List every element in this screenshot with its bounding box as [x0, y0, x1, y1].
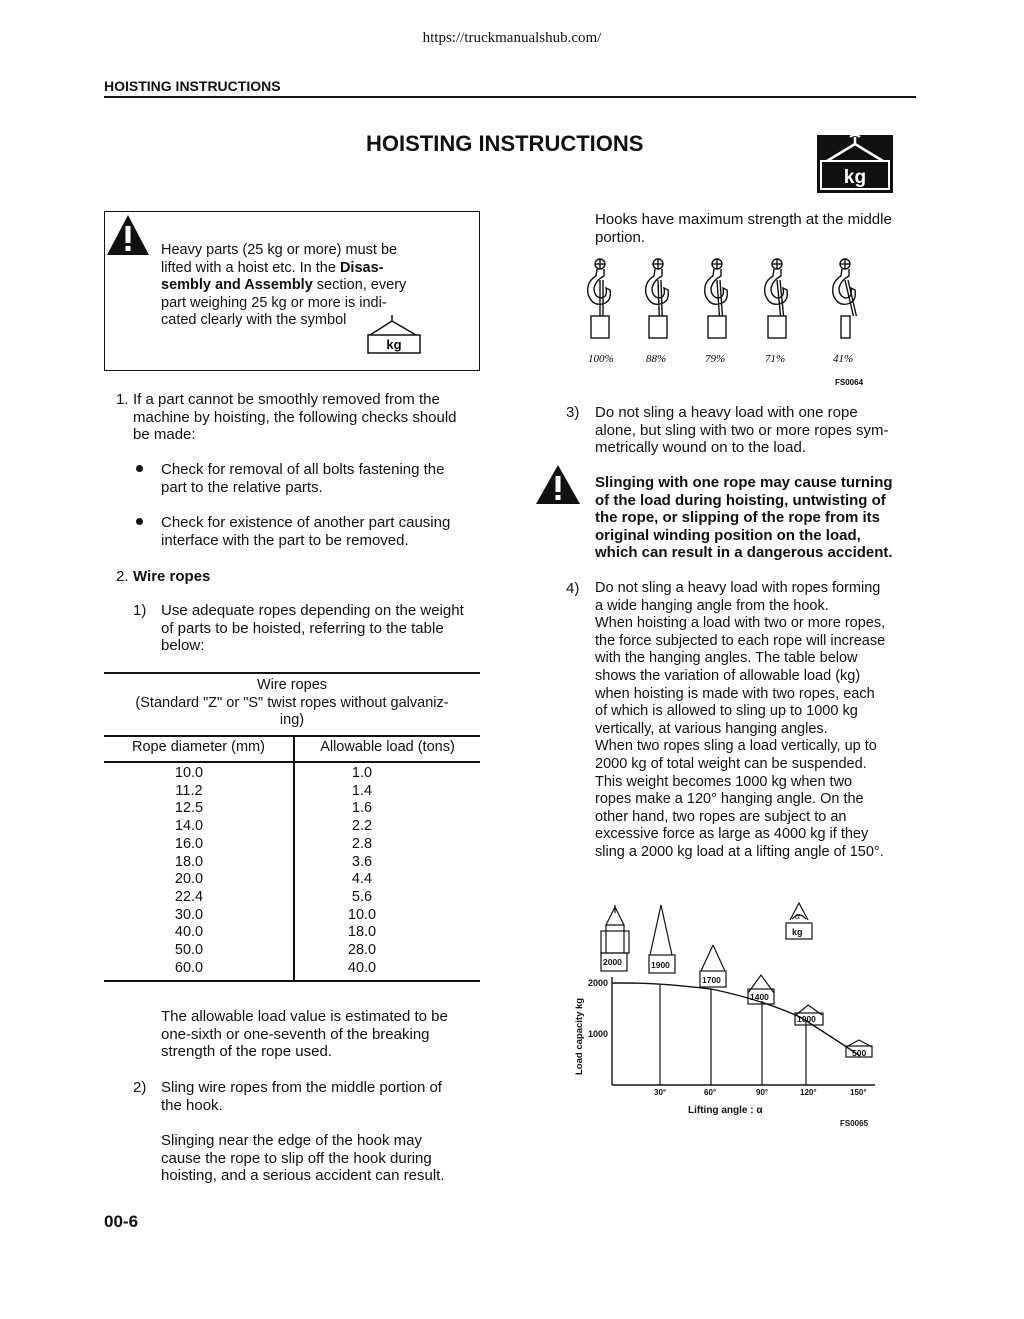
item-4-number: 4)	[566, 580, 580, 597]
hooks-text: Hooks have maximum strength at the middle portion.	[595, 211, 892, 246]
allowable-load-cell: 18.0	[347, 924, 377, 941]
rope-diameter-cell: 18.0	[174, 853, 204, 870]
allowable-load-cell: 1.4	[351, 782, 373, 799]
symbol-label: kg	[386, 337, 402, 352]
text-line: This weight becomes 1000 kg when two	[595, 773, 853, 790]
allowable-load-cell: 28.0	[347, 942, 377, 959]
table-row	[104, 783, 450, 801]
text-line: vertically, at various hanging angles.	[595, 720, 828, 737]
table-row	[104, 854, 450, 872]
load-label: 1000	[797, 1014, 816, 1024]
text-line: the force subjected to each rope will increase	[595, 632, 886, 649]
rope-diameter-cell: 40.0	[174, 924, 204, 941]
hoist-kg-icon	[817, 135, 893, 193]
text-line: When two ropes sling a load vertically, up to	[595, 738, 877, 755]
text-line: When hoisting a load with two or more ropes,	[595, 615, 886, 632]
bullet-item: Check for existence of another part causing interface with the part to be removed.	[161, 514, 451, 549]
bullet-dot	[136, 465, 143, 472]
allowable-load-cell: 10.0	[347, 906, 377, 923]
hoist-kg-symbol-icon	[364, 313, 422, 355]
hook-percent-label: 88%	[646, 353, 667, 365]
x-tick-label: 60°	[704, 1088, 717, 1097]
text-line: when hoisting is made with two ropes, each	[595, 685, 875, 702]
load-label: 1900	[651, 960, 670, 970]
allowable-load-cell: 4.4	[351, 871, 373, 888]
table-row	[104, 818, 450, 836]
table-row	[104, 942, 450, 960]
text-line: of which is allowed to sling up to 1000 kg	[595, 703, 858, 720]
figure-code: FS0065	[840, 1119, 869, 1128]
table-top-rule	[104, 672, 480, 674]
warning-3-text: Slinging with one rope may cause turning of the load during hoisting, untwisting of the rope, or slipping of the rope from its original winding position on the load, which can result in a dangerous accident.	[595, 474, 893, 562]
text-line: a wide hanging angle from the hook.	[595, 597, 829, 614]
x-tick-label: 30°	[654, 1088, 667, 1097]
item-2-number: 2.	[116, 568, 129, 585]
sub-2-number: 2)	[133, 1079, 147, 1096]
allowable-load-cell: 3.6	[351, 853, 373, 870]
table-row	[104, 889, 450, 907]
title-icon-label: kg	[843, 167, 867, 188]
hook-icon	[646, 259, 669, 338]
rope-diameter-cell: 12.5	[174, 800, 204, 817]
page-number: 00-6	[104, 1212, 139, 1231]
load-label: 500	[852, 1048, 867, 1058]
source-url: https://truckmanualshub.com/	[422, 30, 602, 46]
load-label: 1400	[750, 992, 769, 1002]
x-tick-label: 150°	[850, 1088, 867, 1097]
x-tick-label: 90°	[756, 1088, 769, 1097]
load-label: 1700	[702, 975, 721, 985]
table-header-diameter: Rope diameter (mm)	[132, 739, 265, 755]
table-row	[104, 907, 450, 925]
item-3-number: 3)	[566, 404, 580, 421]
sub-2-text: Sling wire ropes from the middle portion of the hook.	[161, 1079, 442, 1114]
allowable-load-cell: 40.0	[347, 959, 377, 976]
warning-triangle-icon	[534, 464, 582, 506]
text-line: sling a 2000 kg load at a lifting angle of 150°.	[595, 843, 884, 860]
sub-1-number: 1)	[133, 602, 147, 619]
kg-label: kg	[792, 927, 803, 937]
hook-icon	[833, 259, 857, 338]
hook-icon	[705, 259, 728, 338]
table-bottom-rule	[104, 980, 480, 982]
rope-diameter-cell: 50.0	[174, 942, 204, 959]
section-header: HOISTING INSTRUCTIONS	[104, 78, 281, 94]
rope-table	[104, 765, 450, 977]
hook-icon	[765, 259, 788, 338]
allowable-load-cell: 2.8	[351, 835, 373, 852]
figure-code: FS0064	[835, 378, 864, 387]
rope-diameter-cell: 60.0	[174, 959, 204, 976]
page-title: HOISTING INSTRUCTIONS	[366, 131, 644, 156]
table-caption: Wire ropes (Standard "Z" or "S" twist ropes without galvaniz- ing)	[135, 677, 449, 728]
text-line: Do not sling a heavy load with ropes forming	[595, 580, 881, 596]
hook-percent-label: 41%	[833, 353, 854, 365]
hook-strength-figure	[580, 250, 880, 390]
text-line: with the hanging angles. The table below	[595, 650, 858, 667]
table-row	[104, 924, 450, 942]
text-line: ropes make a 120° hanging angle. On the	[595, 791, 864, 808]
rope-table-body	[104, 765, 450, 977]
x-axis-label: Lifting angle : α	[688, 1105, 763, 1116]
table-header-bottom-rule	[104, 761, 480, 763]
warning-text: Heavy parts (25 kg or more) must be lifted with a hoist etc. In the Disas- sembly and Assembly section, every part weighing 25 kg or more is indi- cated clearly with the symbol	[161, 242, 407, 328]
alpha-label: α	[795, 911, 801, 921]
bullet-dot	[136, 518, 143, 525]
hook-percent-label: 71%	[765, 353, 786, 365]
load-label: 2000	[603, 957, 622, 967]
table-row	[104, 765, 450, 783]
rope-diameter-cell: 22.4	[174, 888, 204, 905]
hook-percent-label: 79%	[705, 353, 726, 365]
rope-diameter-cell: 16.0	[174, 835, 204, 852]
hook-icon	[588, 259, 611, 338]
item-4-text	[595, 580, 885, 862]
sub-2-warning-note: Slinging near the edge of the hook may cause the rope to slip off the hook during hoisting, and a serious accident can result.	[161, 1132, 445, 1185]
table-header-load: Allowable load (tons)	[320, 739, 455, 755]
x-tick-label: 120°	[800, 1088, 817, 1097]
allowable-load-cell: 2.2	[351, 818, 373, 835]
rope-diameter-cell: 20.0	[174, 871, 204, 888]
y-tick-label: 2000	[588, 978, 609, 988]
table-row	[104, 836, 450, 854]
allowable-load-cell: 1.6	[351, 800, 373, 817]
hook-percent-label: 100%	[588, 353, 614, 365]
y-tick-label: 1000	[588, 1029, 609, 1039]
rope-diameter-cell: 10.0	[174, 765, 204, 781]
rope-diameter-cell: 14.0	[174, 818, 204, 835]
y-axis-label: Load capacity kg	[574, 997, 585, 1075]
text-line: shows the variation of allowable load (kg)	[595, 667, 861, 684]
table-header-rule	[104, 735, 480, 737]
allowable-load-note: The allowable load value is estimated to be one-sixth or one-seventh of the breaking strength of the rope used.	[161, 1008, 448, 1061]
item-1-number: 1.	[116, 391, 129, 408]
rope-diameter-cell: 11.2	[175, 782, 203, 799]
text-line: 2000 kg of total weight can be suspended.	[595, 755, 867, 772]
item-3-text: Do not sling a heavy load with one rope alone, but sling with two or more ropes sym- metrically wound on to the load.	[595, 404, 889, 457]
item-1-text: If a part cannot be smoothly removed from the machine by hoisting, the following checks should be made:	[133, 391, 457, 444]
text-line: other hand, two ropes are subject to an	[595, 808, 847, 825]
table-row	[104, 871, 450, 889]
item-2-heading: Wire ropes	[133, 568, 211, 585]
header-rule	[104, 96, 916, 98]
load-capacity-figure	[570, 895, 890, 1135]
bullet-item: Check for removal of all bolts fastening the part to the relative parts.	[161, 461, 445, 496]
rope-diameter-cell: 30.0	[174, 906, 204, 923]
warning-triangle-icon	[105, 213, 151, 257]
sub-1-text: Use adequate ropes depending on the weight of parts to be hoisted, referring to the table below:	[161, 602, 464, 655]
table-row	[104, 960, 450, 978]
table-row	[104, 800, 450, 818]
text-line: excessive force as large as 4000 kg if they	[595, 826, 869, 843]
allowable-load-cell: 5.6	[351, 888, 373, 905]
allowable-load-cell: 1.0	[351, 765, 373, 781]
